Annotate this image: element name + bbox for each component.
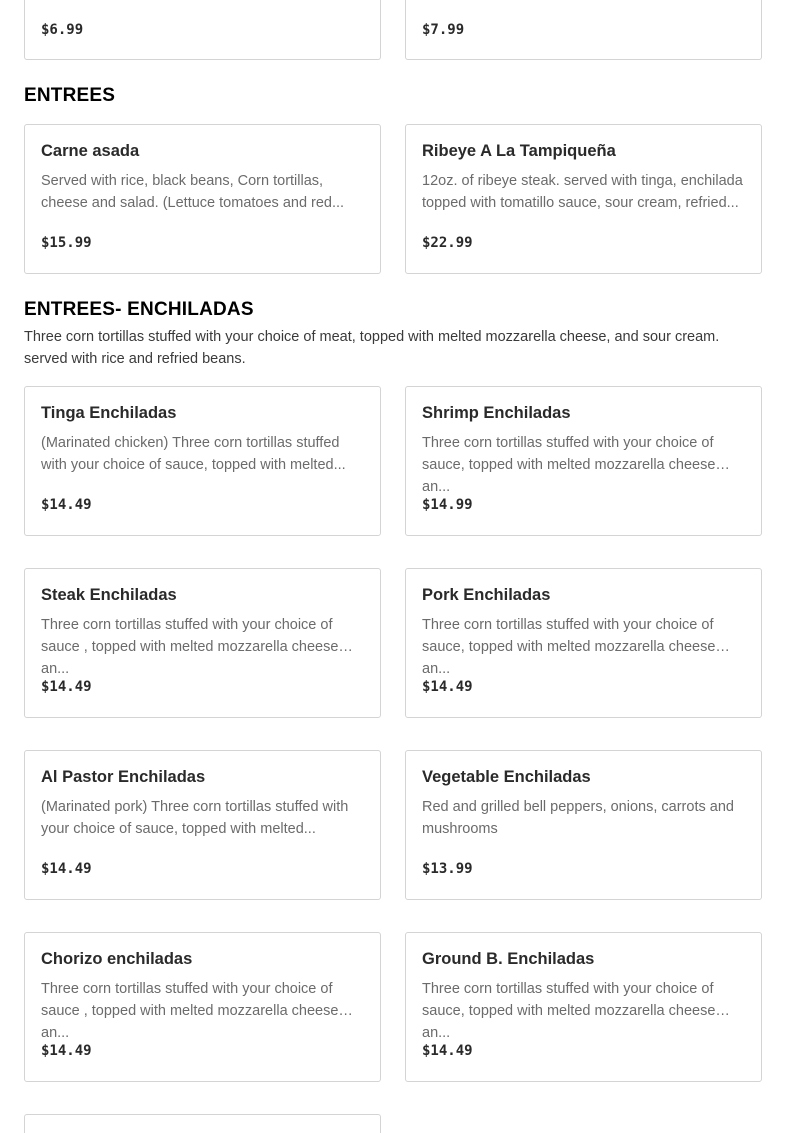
item-name: Chorizo enchiladas xyxy=(41,950,193,968)
item-price: $14.49 xyxy=(41,861,92,877)
item-price: $22.99 xyxy=(422,235,473,251)
item-name: Steak Enchiladas xyxy=(41,586,177,604)
item-name: Ground B. Enchiladas xyxy=(422,950,595,968)
item-description: Red and grilled bell peppers, onions, carrots and mushrooms xyxy=(422,799,734,837)
item-description: Three corn tortillas stuffed with your choice of sauce, topped with melted mozzarella cheese an... xyxy=(422,617,716,677)
item-name: Al Pastor Enchiladas xyxy=(41,768,206,786)
item-description: 12oz. of ribeye steak. served with tinga, enchilada topped with tomatillo sauce, sour cream, refried... xyxy=(422,173,743,211)
item-description: Served with rice, black beans, Corn tortillas, cheese and salad. (Lettuce tomatoes and red... xyxy=(41,173,345,211)
section-description: Three corn tortillas stuffed with your choice of meat, topped with melted mozzarella cheese, and sour cream. served with rice and refried beans. xyxy=(24,329,720,367)
menu-item-card[interactable] xyxy=(405,750,762,900)
menu-item-card[interactable] xyxy=(405,386,762,536)
menu-item-card[interactable] xyxy=(405,932,762,1082)
item-name: Shrimp Enchiladas xyxy=(422,404,571,422)
item-name: Tinga Enchiladas xyxy=(41,404,177,422)
item-price: $14.49 xyxy=(422,1043,473,1059)
menu-item-card[interactable] xyxy=(405,0,762,60)
section-title-enchiladas: ENTREES- ENCHILADAS xyxy=(24,299,254,320)
item-price: $14.99 xyxy=(422,497,473,513)
item-description: Three corn tortillas stuffed with your choice of sauce , topped with melted mozzarella cheese an... xyxy=(41,617,339,677)
item-price: $6.99 xyxy=(41,22,84,38)
item-name: Carne asada xyxy=(41,142,140,160)
item-name: Pork Enchiladas xyxy=(422,586,551,604)
item-description: (Marinated chicken) Three corn tortillas stuffed with your choice of sauce, topped with melted... xyxy=(41,435,346,473)
item-description: (Marinated pork) Three corn tortillas stuffed with your choice of sauce, topped with melted... xyxy=(41,799,349,837)
menu-item-card[interactable] xyxy=(24,1114,381,1133)
item-price: $14.49 xyxy=(41,497,92,513)
item-price: $14.49 xyxy=(422,679,473,695)
item-price: $7.99 xyxy=(422,22,465,38)
menu-item-card[interactable] xyxy=(405,568,762,718)
menu-item-card[interactable] xyxy=(405,124,762,274)
item-name: Ribeye A La Tampiqueña xyxy=(422,142,616,160)
item-name: Vegetable Enchiladas xyxy=(422,768,591,786)
item-price: $14.49 xyxy=(41,1043,92,1059)
menu-item-card[interactable] xyxy=(24,750,381,900)
menu-item-card[interactable] xyxy=(24,124,381,274)
item-price: $13.99 xyxy=(422,861,473,877)
item-price: $15.99 xyxy=(41,235,92,251)
menu-item-card[interactable] xyxy=(24,568,381,718)
menu-item-card[interactable] xyxy=(24,386,381,536)
menu-item-card[interactable] xyxy=(24,932,381,1082)
item-description: Three corn tortillas stuffed with your choice of sauce, topped with melted mozzarella cheese an... xyxy=(422,981,716,1041)
section-title-entrees: ENTREES xyxy=(24,85,116,106)
menu-item-card[interactable] xyxy=(24,0,381,60)
item-price: $14.49 xyxy=(41,679,92,695)
item-description: Three corn tortillas stuffed with your choice of sauce, topped with melted mozzarella cheese an... xyxy=(422,435,716,495)
item-description: Three corn tortillas stuffed with your choice of sauce , topped with melted mozzarella cheese an... xyxy=(41,981,339,1041)
